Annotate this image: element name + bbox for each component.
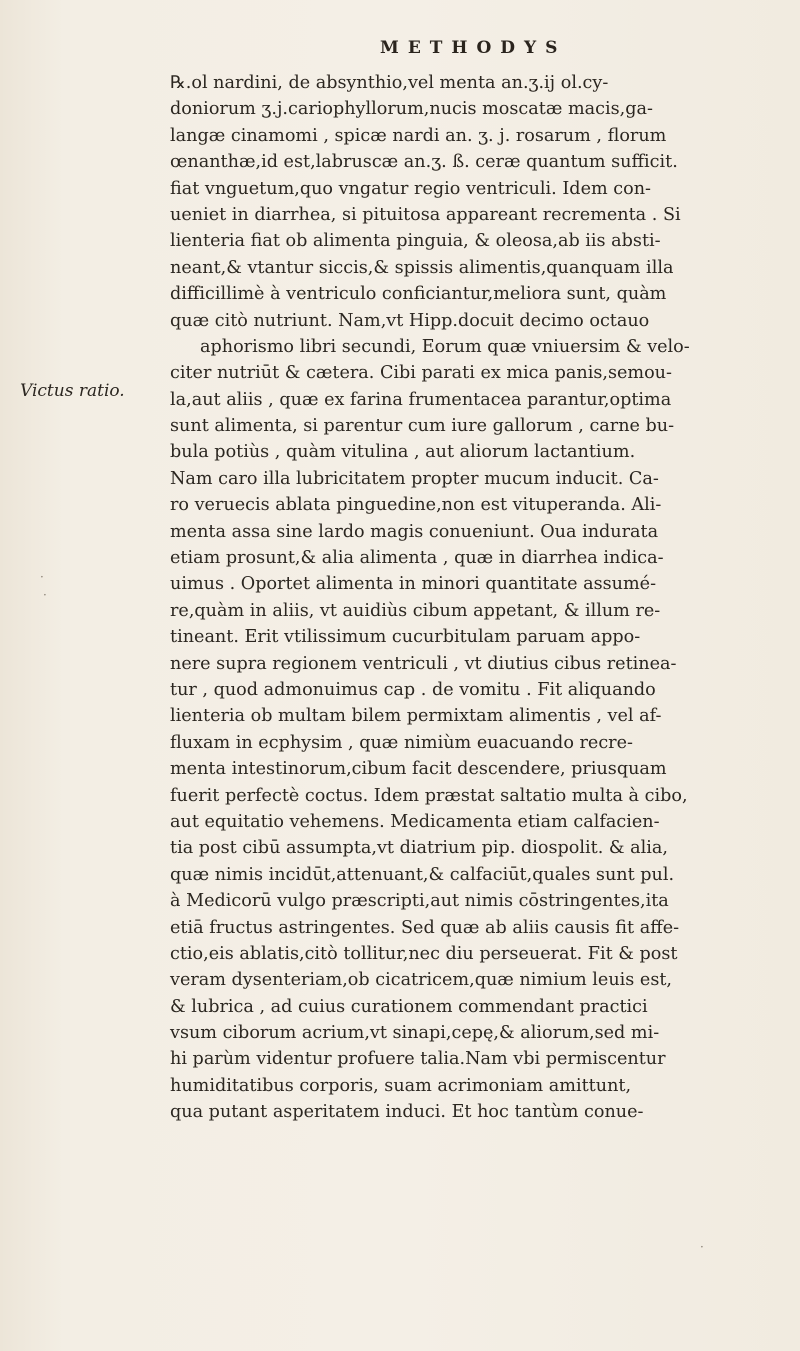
- text-line: fuerit perfectè coctus. Idem præstat saltatio multa à cibo,: [170, 785, 688, 806]
- text-line: & lubrica , ad cuius curationem commendant practici: [170, 996, 648, 1017]
- text-line: uimus . Oportet alimenta in minori quantitate assumé-: [170, 574, 657, 595]
- body-text: [170, 70, 770, 1126]
- text-line: quæ citò nutriunt. Nam,vt Hipp.docuit decimo octauo: [170, 310, 650, 331]
- text-line: menta intestinorum,cibum facit descendere, priusquam: [170, 759, 667, 780]
- text-line: Nam caro illa lubricitatem propter mucum inducit. Ca-: [170, 468, 659, 489]
- text-line: etiam prosunt,& alia alimenta , quæ in diarrhea indica-: [170, 548, 664, 569]
- text-line: citer nutriūt & cætera. Cibi parati ex mica panis,semou-: [170, 363, 672, 384]
- text-line: la,aut aliis , quæ ex farina frumentacea parantur,optima: [170, 389, 672, 410]
- text-line: menta assa sine lardo magis conueniunt. Oua indurata: [170, 521, 659, 542]
- text-line: hi parùm videntur profuere talia.Nam vbi permiscentur: [170, 1049, 666, 1070]
- text-line: fluxam in ecphysim , quæ nimiùm euacuando recre-: [170, 732, 633, 753]
- text-line: quæ nimis incidūt,attenuant,& calfaciūt,quales sunt pul.: [170, 864, 675, 885]
- running-head: METHODYS: [380, 38, 567, 58]
- text-line: doniorum ʒ.j.cariophyllorum,nucis moscatæ macis,ga-: [170, 99, 653, 120]
- text-line: vsum ciborum acrium,vt sinapi,cepę,& aliorum,sed mi-: [170, 1023, 660, 1044]
- text-line: neant,& vtantur siccis,& spissis alimentis,quanquam illa: [170, 257, 674, 278]
- text-line: lienteria ob multam bilem permixtam alimentis , vel af-: [170, 706, 662, 727]
- text-line: ueniet in diarrhea, si pituitosa appareant recrementa . Si: [170, 204, 681, 225]
- text-line: aphorismo libri secundi, Eorum quæ vniuersim & velo-: [200, 336, 690, 357]
- text-line: veram dysenteriam,ob cicatricem,quæ nimium leuis est,: [170, 970, 673, 991]
- text-line: ro veruecis ablata pinguedine,non est vituperanda. Ali-: [170, 495, 662, 516]
- text-line: tur , quod admonuimus cap . de vomitu . Fit aliquando: [170, 679, 656, 700]
- text-line: œnanthæ,id est,labruscæ an.ʒ. ß. ceræ quantum sufficit.: [170, 152, 678, 173]
- text-line: ctio,eis ablatis,citò tollitur,nec diu perseuerat. Fit & post: [170, 943, 678, 964]
- text-line: difficillimè à ventriculo conficiantur,meliora sunt, quàm: [170, 284, 667, 305]
- text-line: à Medicorū vulgo præscripti,aut nimis cōstringentes,ita: [170, 891, 669, 912]
- ink-speck: ·: [43, 588, 47, 602]
- text-line: re,quàm in aliis, vt auidiùs cibum appetant, & illum re-: [170, 600, 661, 621]
- text-line: langæ cinamomi , spicæ nardi an. ʒ. j. rosarum , florum: [170, 125, 667, 146]
- text-line: qua putant asperitatem induci. Et hoc tantùm conue-: [170, 1102, 644, 1123]
- text-line: nere supra regionem ventriculi , vt diutius cibus retinea-: [170, 653, 677, 674]
- text-line: tineant. Erit vtilissimum cucurbitulam paruam appo-: [170, 627, 641, 648]
- text-line: ℞.ol nardini, de absynthio,vel menta an.ʒ.ij ol.cy-: [170, 73, 609, 93]
- text-line: lienteria fiat ob alimenta pinguia, & oleosa,ab iis absti-: [170, 231, 661, 252]
- margin-note: Victus ratio.: [20, 381, 125, 401]
- text-line: fiat vnguetum,quo vngatur regio ventriculi. Idem con-: [170, 178, 651, 199]
- text-line: humiditatibus corporis, suam acrimoniam amittunt,: [170, 1075, 632, 1096]
- text-line: tia post cibū assumpta,vt diatrium pip. diospolit. & alia,: [170, 838, 668, 859]
- text-line: etiā fructus astringentes. Sed quæ ab aliis causis fit affe-: [170, 917, 680, 938]
- text-line: sunt alimenta, si parentur cum iure gallorum , carne bu-: [170, 416, 675, 437]
- ink-speck: ·: [40, 570, 44, 584]
- text-line: aut equitatio vehemens. Medicamenta etiam calfacien-: [170, 811, 660, 832]
- ink-speck: ·: [700, 1240, 704, 1254]
- text-line: bula potiùs , quàm vitulina , aut aliorum lactantium.: [170, 442, 636, 463]
